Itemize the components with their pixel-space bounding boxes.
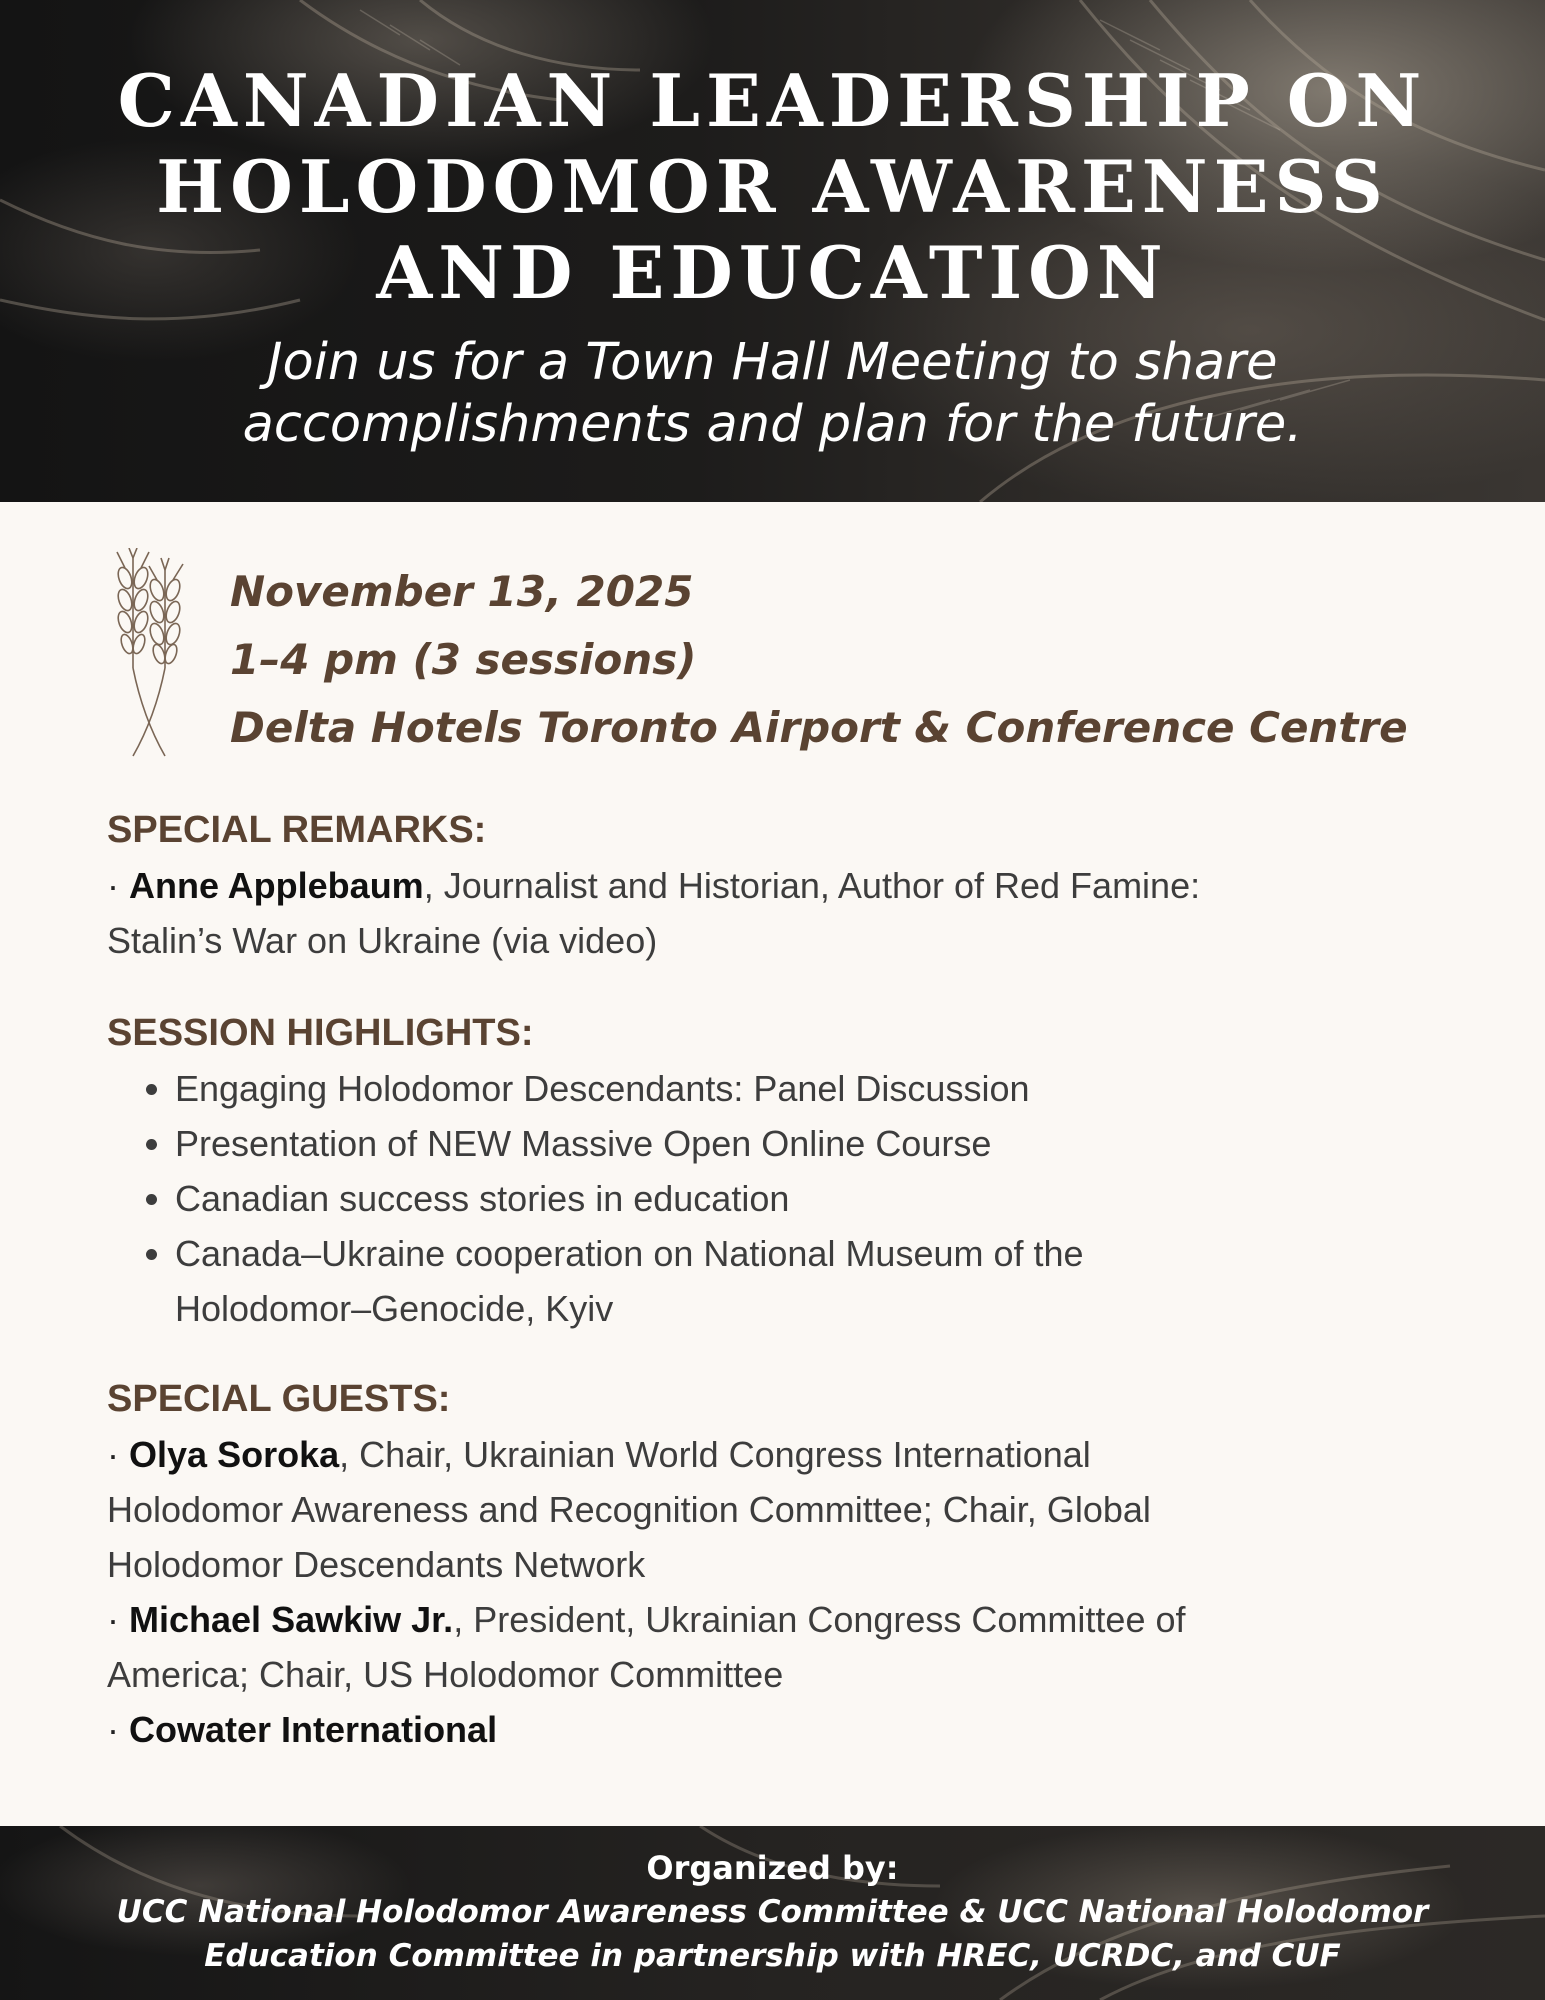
guest-name: Olya Soroka [129, 1434, 340, 1475]
guest-name: Michael Sawkiw Jr. [129, 1599, 454, 1640]
organizer-line-2: Education Committee in partnership with HREC, UCRDC, and CUF [204, 1938, 1341, 1974]
title-line-2: HOLODOMOR AWARENESS [156, 144, 1389, 229]
bullet: · [107, 865, 119, 906]
subtitle-line-1: Join us for a Town Hall Meeting to share [267, 333, 1278, 392]
list-item-line-2: Holodomor–Genocide, Kyiv [175, 1288, 614, 1329]
highlights-list [107, 1061, 1437, 1336]
bullet: · [107, 1434, 119, 1475]
bullet: · [107, 1709, 119, 1750]
organizer-label: Organized by: [646, 1849, 899, 1887]
list-item-line-1: Canada–Ukraine cooperation on National Museum of the [175, 1233, 1084, 1274]
special-remarks-entry [107, 858, 1437, 968]
event-details [230, 558, 1520, 762]
special-remarks-section [107, 802, 1437, 968]
organizer-line-1: UCC National Holodomor Awareness Committee & UCC National Holodomor [116, 1894, 1429, 1930]
guest-entry-1 [107, 1427, 1437, 1592]
special-remarks-heading: SPECIAL REMARKS: [107, 809, 487, 851]
title-line-3: AND EDUCATION [376, 230, 1169, 315]
guest-description: , Chair, Ukrainian World Congress International [339, 1434, 1091, 1475]
session-highlights-section [107, 1005, 1437, 1336]
session-highlights-heading: SESSION HIGHLIGHTS: [107, 1012, 534, 1054]
header-banner [0, 0, 1545, 502]
guest-description: , President, Ukrainian Congress Committee of [453, 1599, 1186, 1640]
guest-entry-3 [107, 1702, 1437, 1757]
organizer-text [0, 1890, 1545, 1978]
guest-entry-2 [107, 1592, 1437, 1702]
subtitle-line-2: accomplishments and plan for the future. [242, 395, 1303, 454]
list-item: • Presentation of NEW Massive Open Online Course [175, 1116, 1437, 1171]
guest-description-cont: America; Chair, US Holodomor Committee [107, 1654, 784, 1695]
page-title [0, 58, 1545, 316]
footer-banner [0, 1826, 1545, 2000]
list-item: • Canadian success stories in education [175, 1171, 1437, 1226]
speaker-name: Anne Applebaum [129, 865, 424, 906]
wheat-icon [103, 548, 195, 758]
speaker-description: , Journalist and Historian, Author of Red Famine: [423, 865, 1201, 906]
bullet: · [107, 1599, 119, 1640]
event-time: 1–4 pm (3 sessions) [230, 635, 697, 684]
list-item: • Engaging Holodomor Descendants: Panel Discussion [175, 1061, 1437, 1116]
event-venue: Delta Hotels Toronto Airport & Conference Centre [230, 703, 1408, 752]
guest-description-cont: Holodomor Awareness and Recognition Committee; Chair, Global [107, 1489, 1151, 1530]
special-guests-heading: SPECIAL GUESTS: [107, 1378, 451, 1420]
guest-name: Cowater International [129, 1709, 498, 1750]
special-guests-section [107, 1371, 1437, 1757]
page-subtitle [0, 332, 1545, 456]
speaker-description-cont: Stalin’s War on Ukraine (via video) [107, 920, 658, 961]
guest-description-cont: Holodomor Descendants Network [107, 1544, 646, 1585]
event-date: November 13, 2025 [230, 567, 694, 616]
title-line-1: CANADIAN LEADERSHIP ON [117, 58, 1428, 143]
list-item [175, 1226, 1437, 1336]
